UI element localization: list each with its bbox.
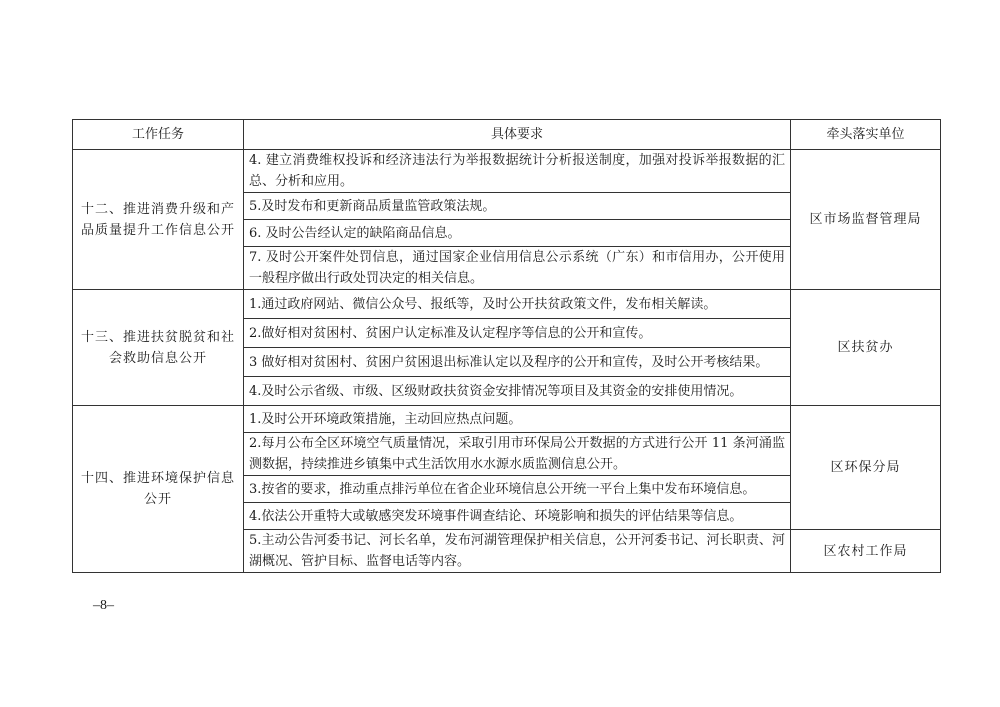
requirement-cell: 3 做好相对贫困村、贫困户贫困退出标准认定以及程序的公开和宣传，及时公开考核结果。 <box>244 348 791 377</box>
page-number: –8– <box>93 598 114 613</box>
requirement-cell: 7. 及时公开案件处罚信息，通过国家企业信用信息公示系统（广东）和市信用办，公开使用一般程序做出行政处罚决定的相关信息。 <box>244 247 791 290</box>
requirement-cell: 4. 建立消费维权投诉和经济违法行为举报数据统计分析报送制度，加强对投诉举报数据的汇总、分析和应用。 <box>244 150 791 193</box>
header-task: 工作任务 <box>73 120 244 150</box>
table-header-row <box>73 120 941 150</box>
unit-cell-14: 区环保分局 <box>791 406 941 530</box>
table-row <box>73 406 941 433</box>
requirement-cell: 4.及时公示省级、市级、区级财政扶贫资金安排情况等项目及其资金的安排使用情况。 <box>244 377 791 406</box>
table-row <box>73 150 941 193</box>
policy-task-table <box>72 119 941 573</box>
requirement-cell: 5.及时发布和更新商品质量监管政策法规。 <box>244 193 791 220</box>
requirement-cell: 3.按省的要求，推动重点排污单位在省企业环境信息公开统一平台上集中发布环境信息。 <box>244 476 791 503</box>
unit-cell-12: 区市场监督管理局 <box>791 150 941 290</box>
task-cell-13: 十三、推进扶贫脱贫和社会救助信息公开 <box>73 290 244 406</box>
requirement-cell: 1.及时公开环境政策措施，主动回应热点问题。 <box>244 406 791 433</box>
requirement-cell: 6. 及时公告经认定的缺陷商品信息。 <box>244 220 791 247</box>
requirement-cell: 4.依法公开重特大或敏感突发环境事件调查结论、环境影响和损失的评估结果等信息。 <box>244 503 791 530</box>
header-requirement: 具体要求 <box>244 120 791 150</box>
requirement-cell: 2.每月公布全区环境空气质量情况，采取引用市环保局公开数据的方式进行公开 11 条河涌监测数据，持续推进乡镇集中式生活饮用水水源水质监测信息公开。 <box>244 433 791 476</box>
requirement-cell: 5.主动公告河委书记、河长名单，发布河湖管理保护相关信息，公开河委书记、河长职责、河湖概况、管护目标、监督电话等内容。 <box>244 530 791 573</box>
unit-cell-14b: 区农村工作局 <box>791 530 941 573</box>
requirement-cell: 2.做好相对贫困村、贫困户认定标准及认定程序等信息的公开和宣传。 <box>244 319 791 348</box>
requirement-cell: 1.通过政府网站、微信公众号、报纸等，及时公开扶贫政策文件，发布相关解读。 <box>244 290 791 319</box>
task-cell-12: 十二、推进消费升级和产品质量提升工作信息公开 <box>73 150 244 290</box>
task-cell-14: 十四、推进环境保护信息公开 <box>73 406 244 573</box>
unit-cell-13: 区扶贫办 <box>791 290 941 406</box>
table-row <box>73 290 941 319</box>
header-unit: 牵头落实单位 <box>791 120 941 150</box>
